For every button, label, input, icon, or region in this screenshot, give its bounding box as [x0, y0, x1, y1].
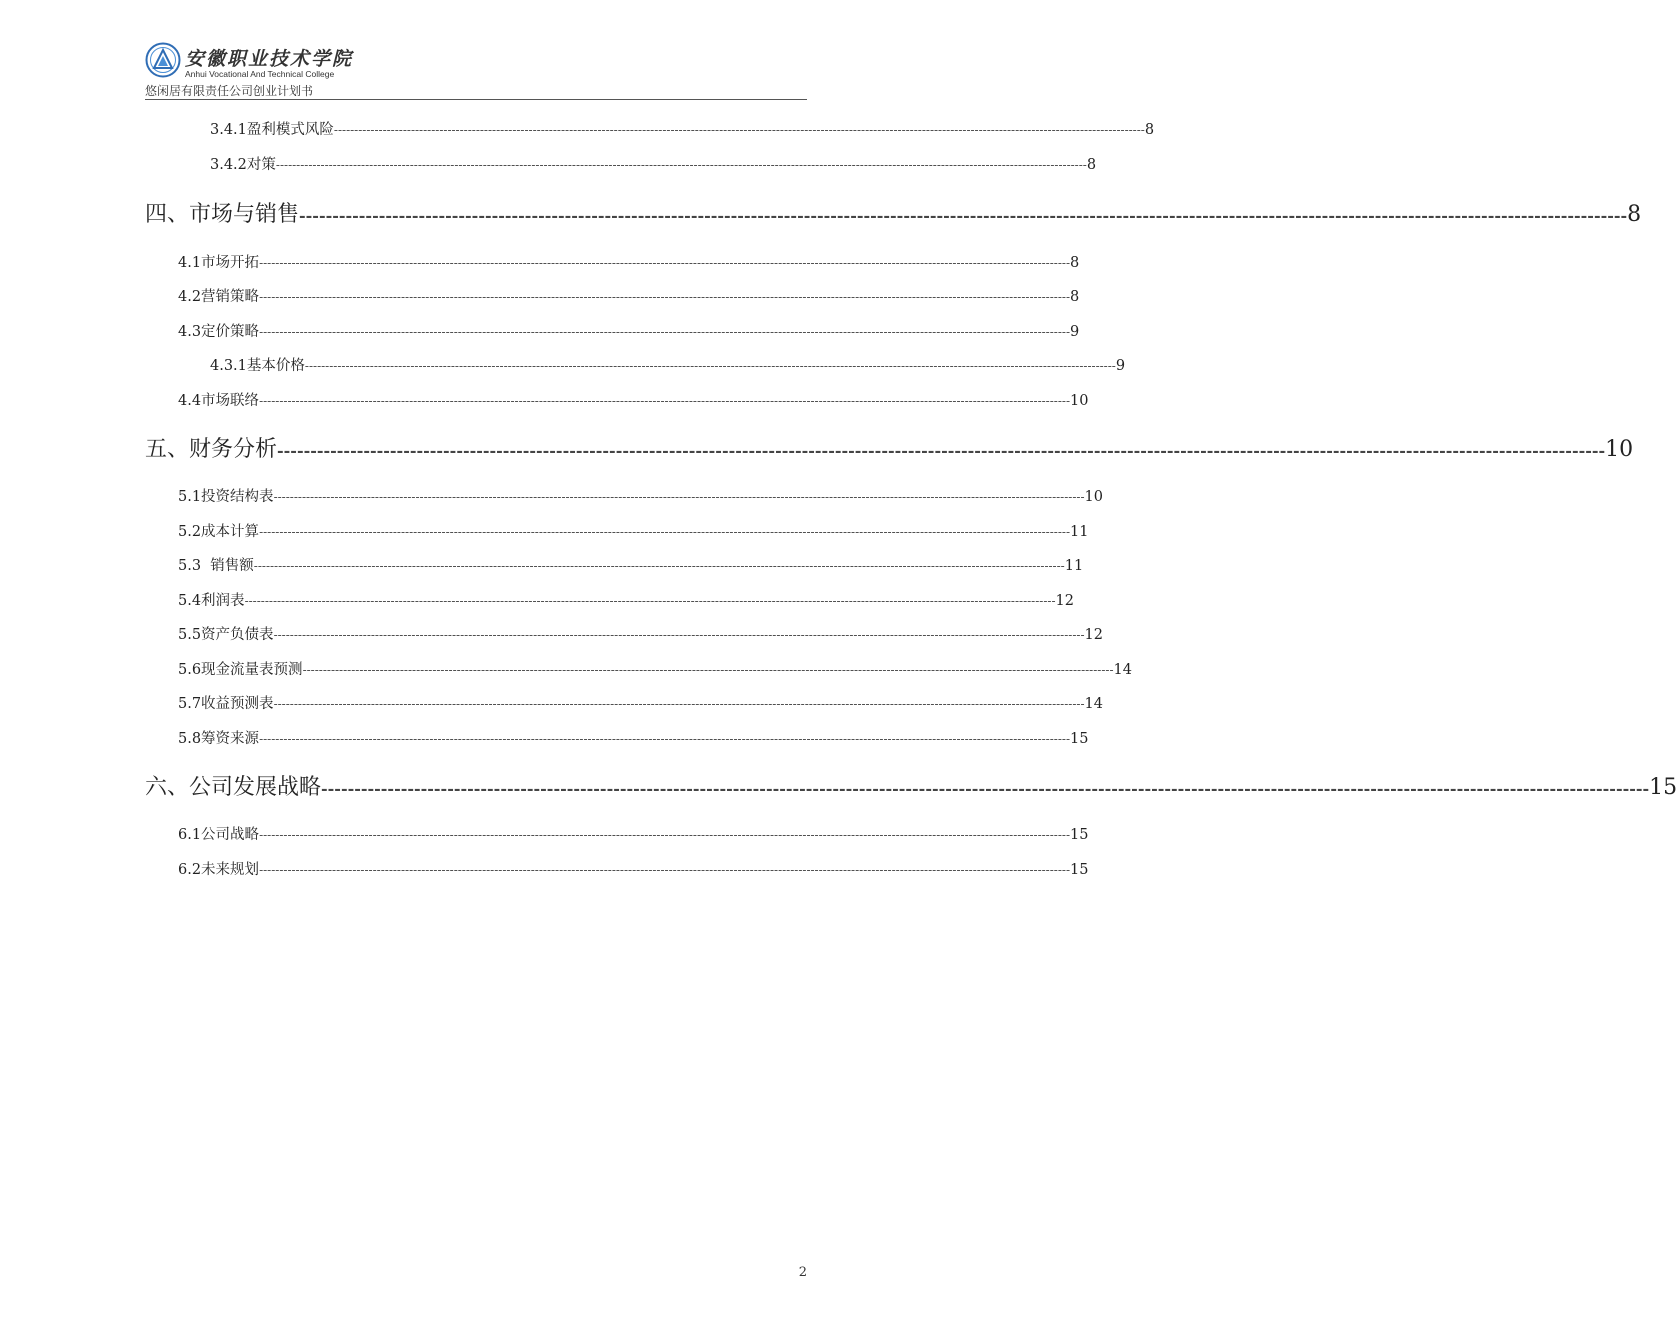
toc-entry-title: 五、财务分析 — [145, 437, 278, 462]
toc-entry-page: 8 — [1627, 202, 1642, 227]
toc-entry[interactable] — [178, 251, 1080, 272]
toc-leader: -------------------------------------------------------------------------------------------------------------------------------------------------------------------------------------------------------- — [253, 559, 1065, 573]
toc-entry[interactable] — [210, 153, 1097, 174]
toc-leader: -------------------------------------------------------------------------------------------------------------------------------------------------------------------------------------------------------- — [259, 863, 1070, 877]
document-title: 悠闲居有限责任公司创业计划书 — [145, 84, 314, 98]
school-name-cn: 安徽职业技术学院 — [185, 48, 354, 70]
toc-leader: -------------------------------------------------------------------------------------------------------------------------------------------------------------------------------------------------------- — [299, 206, 1628, 225]
toc-entry-page: 10 — [1084, 489, 1103, 505]
toc-entry-title: 4.1市场开拓 — [178, 255, 260, 271]
toc-leader: -------------------------------------------------------------------------------------------------------------------------------------------------------------------------------------------------------- — [273, 697, 1085, 711]
toc-entry-page: 8 — [1070, 289, 1080, 305]
toc-entry-title: 5.8筹资来源 — [178, 731, 260, 747]
toc-leader: -------------------------------------------------------------------------------------------------------------------------------------------------------------------------------------------------------- — [259, 325, 1070, 339]
toc-entry[interactable] — [178, 485, 1103, 506]
toc-entry[interactable] — [178, 727, 1089, 748]
toc-leader: -------------------------------------------------------------------------------------------------------------------------------------------------------------------------------------------------------- — [333, 123, 1145, 137]
toc-entry-title: 5.1投资结构表 — [178, 489, 274, 505]
toc-entry-page: 14 — [1084, 696, 1103, 712]
toc-entry-page: 11 — [1064, 558, 1084, 574]
toc-entry-title: 5.2成本计算 — [178, 524, 260, 540]
toc-entry[interactable] — [210, 354, 1126, 375]
toc-chapter[interactable] — [145, 432, 1634, 463]
toc-entry-title: 3.4.2对策 — [210, 157, 276, 173]
toc-entry-page: 9 — [1070, 324, 1080, 340]
toc-entry-title: 5.6现金流量表预测 — [178, 662, 303, 678]
toc-entry-title: 5.7收益预测表 — [178, 696, 274, 712]
toc-entry-page: 15 — [1649, 775, 1677, 800]
toc-chapter[interactable] — [145, 770, 1677, 801]
toc-entry-title: 5.3 销售额 — [178, 558, 254, 574]
toc-leader: -------------------------------------------------------------------------------------------------------------------------------------------------------------------------------------------------------- — [259, 256, 1070, 270]
toc-entry[interactable] — [178, 520, 1089, 541]
toc-entry-page: 15 — [1070, 827, 1089, 843]
toc-entry-title: 六、公司发展战略 — [145, 775, 322, 800]
toc-entry[interactable] — [178, 623, 1103, 644]
toc-entry-page: 10 — [1605, 437, 1634, 462]
toc-entry-page: 11 — [1070, 524, 1089, 540]
toc-entry-page: 8 — [1086, 157, 1097, 173]
toc-entry-title: 4.3.1基本价格 — [210, 358, 305, 374]
toc-entry-title: 4.2营销策略 — [178, 289, 260, 305]
toc-entry-title: 3.4.1盈利模式风险 — [210, 122, 334, 138]
toc-leader: -------------------------------------------------------------------------------------------------------------------------------------------------------------------------------------------------------- — [275, 158, 1087, 172]
toc-entry-page: 12 — [1084, 627, 1103, 643]
header-rule — [145, 99, 807, 100]
toc-chapter[interactable] — [145, 197, 1642, 228]
page-header — [145, 42, 807, 100]
toc-entry-page: 9 — [1115, 358, 1126, 374]
toc-entry-title: 5.5资产负债表 — [178, 627, 274, 643]
college-logo-icon — [145, 42, 181, 78]
toc-leader: -------------------------------------------------------------------------------------------------------------------------------------------------------------------------------------------------------- — [259, 732, 1070, 746]
toc-entry-title: 6.2未来规划 — [178, 862, 260, 878]
school-name-en: Anhui Vocational And Technical College — [185, 69, 335, 79]
toc-entry-page: 10 — [1070, 393, 1089, 409]
toc-entry[interactable] — [178, 285, 1080, 306]
toc-entry-title: 5.4利润表 — [178, 593, 245, 609]
toc-entry[interactable] — [178, 389, 1089, 410]
toc-entry-title: 6.1公司战略 — [178, 827, 260, 843]
toc-entry[interactable] — [178, 858, 1089, 879]
toc-entry-page: 12 — [1055, 593, 1074, 609]
toc-leader: -------------------------------------------------------------------------------------------------------------------------------------------------------------------------------------------------------- — [304, 359, 1116, 373]
toc-leader: -------------------------------------------------------------------------------------------------------------------------------------------------------------------------------------------------------- — [321, 779, 1650, 798]
toc-leader: -------------------------------------------------------------------------------------------------------------------------------------------------------------------------------------------------------- — [302, 663, 1114, 677]
toc-entry[interactable] — [178, 320, 1080, 341]
toc-entry-page: 8 — [1070, 255, 1080, 271]
toc-entry-page: 8 — [1144, 122, 1155, 138]
toc-entry-title: 4.4市场联络 — [178, 393, 260, 409]
toc-entry-title: 4.3定价策略 — [178, 324, 260, 340]
toc-leader: -------------------------------------------------------------------------------------------------------------------------------------------------------------------------------------------------------- — [244, 594, 1056, 608]
toc-entry[interactable] — [210, 118, 1155, 139]
toc-entry[interactable] — [178, 589, 1074, 610]
toc-leader: -------------------------------------------------------------------------------------------------------------------------------------------------------------------------------------------------------- — [259, 828, 1070, 842]
toc-entry-page: 14 — [1113, 662, 1132, 678]
toc-leader: -------------------------------------------------------------------------------------------------------------------------------------------------------------------------------------------------------- — [259, 394, 1070, 408]
toc-entry[interactable] — [178, 692, 1103, 713]
toc-entry-page: 15 — [1070, 731, 1089, 747]
toc-leader: -------------------------------------------------------------------------------------------------------------------------------------------------------------------------------------------------------- — [259, 290, 1070, 304]
toc-leader: -------------------------------------------------------------------------------------------------------------------------------------------------------------------------------------------------------- — [259, 525, 1070, 539]
toc-entry[interactable] — [178, 554, 1084, 575]
toc-entry[interactable] — [178, 658, 1132, 679]
toc-leader: -------------------------------------------------------------------------------------------------------------------------------------------------------------------------------------------------------- — [273, 490, 1085, 504]
toc-leader: -------------------------------------------------------------------------------------------------------------------------------------------------------------------------------------------------------- — [273, 628, 1085, 642]
toc-entry-title: 四、市场与销售 — [145, 202, 300, 227]
toc-entry[interactable] — [178, 823, 1089, 844]
page-number: 2 — [798, 1265, 807, 1280]
toc-entry-page: 15 — [1070, 862, 1089, 878]
toc-leader: -------------------------------------------------------------------------------------------------------------------------------------------------------------------------------------------------------- — [277, 441, 1606, 460]
